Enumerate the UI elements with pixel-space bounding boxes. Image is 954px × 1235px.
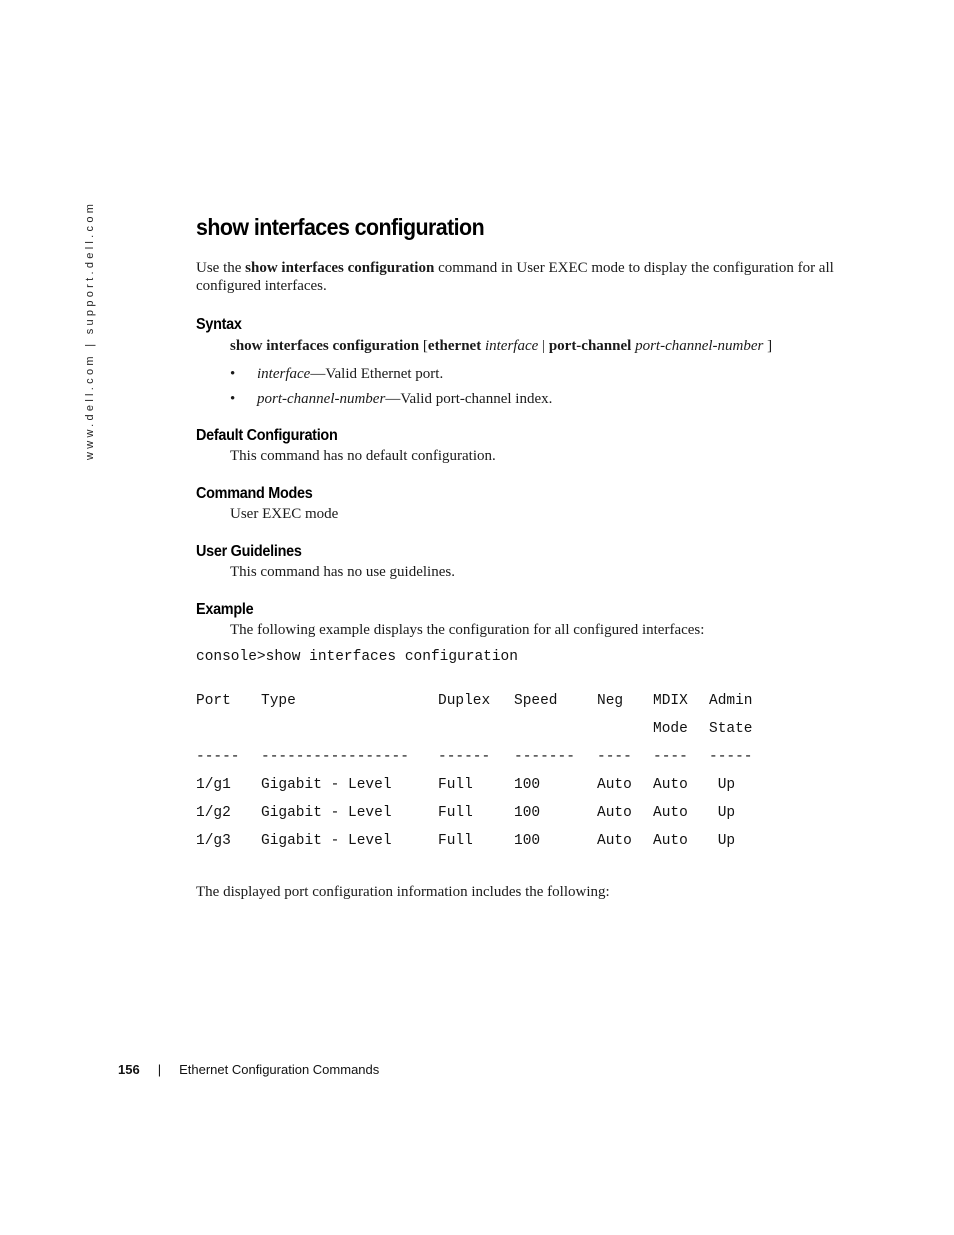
header-duplex: Duplex (438, 693, 491, 709)
table-cell: Gigabit - Level (261, 833, 392, 849)
command-modes-text: User EXEC mode (230, 506, 339, 522)
divider-cell: ---- (597, 749, 632, 765)
divider-cell: ------ (438, 749, 491, 765)
intro-text-2: command in User EXEC mode to display the configuration for all configured interfaces. (196, 260, 834, 294)
table-cell: Gigabit - Level (261, 805, 392, 821)
parameter-description: —Valid Ethernet port. (310, 366, 444, 382)
table-cell: 100 (514, 777, 541, 793)
user-guidelines-section (196, 543, 836, 581)
syntax-command: show interfaces configuration (230, 338, 420, 354)
header-mdix: MDIX (653, 693, 688, 709)
table-divider-row (196, 749, 769, 777)
command-modes-section (196, 485, 836, 523)
default-configuration-text: This command has no default configuration. (230, 448, 496, 464)
divider-cell: ----- (709, 749, 753, 765)
table-cell: Up (709, 833, 736, 849)
intro-command: show interfaces configuration (245, 260, 435, 276)
syntax-heading: Syntax (196, 316, 242, 333)
table-cell: Auto (653, 805, 688, 821)
table-cell: Up (709, 805, 736, 821)
table-header-row (196, 693, 769, 721)
table-cell: 1/g1 (196, 777, 231, 793)
table-cell: Auto (597, 833, 632, 849)
side-url: www.dell.com | support.dell.com (84, 200, 96, 460)
footer-separator: | (157, 1062, 162, 1077)
table-cell: Auto (597, 777, 632, 793)
main-content (196, 214, 836, 901)
header-cell (261, 721, 438, 749)
parameter-term: port-channel-number (257, 391, 386, 407)
parameter-description: —Valid port-channel index. (385, 391, 553, 407)
default-configuration-heading: Default Configuration (196, 427, 338, 444)
example-after-text: The displayed port configuration information includes the following: (196, 884, 610, 900)
table-cell: 100 (514, 833, 541, 849)
divider-cell: ----------------- (261, 749, 409, 765)
parameter-term: interface (257, 366, 311, 382)
table-row (196, 833, 769, 861)
command-modes-heading: Command Modes (196, 485, 313, 502)
syntax-open-bracket: [ (419, 338, 428, 354)
header-cell (438, 721, 514, 749)
header-mode: Mode (653, 721, 688, 737)
header-state: State (709, 721, 753, 737)
example-text: The following example displays the configuration for all configured interfaces: (230, 622, 705, 638)
list-item (230, 365, 836, 383)
syntax-port-channel-arg: port-channel-number (631, 338, 764, 354)
page-number: 156 (118, 1062, 140, 1077)
table-cell: 1/g2 (196, 805, 231, 821)
table-cell: 1/g3 (196, 833, 231, 849)
divider-cell: ---- (653, 749, 688, 765)
bullet-icon: • (230, 366, 236, 382)
table-cell: Full (438, 805, 473, 821)
header-port: Port (196, 693, 231, 709)
syntax-interface-arg: interface (481, 338, 539, 354)
table-row (196, 805, 769, 833)
page-footer (118, 1062, 379, 1077)
bullet-icon: • (230, 391, 236, 407)
table-header-row-2 (196, 721, 769, 749)
user-guidelines-text: This command has no use guidelines. (230, 564, 455, 580)
table-cell: Gigabit - Level (261, 777, 392, 793)
syntax-close-bracket: ] (763, 338, 773, 354)
default-configuration-section (196, 427, 836, 465)
header-cell (514, 721, 597, 749)
header-cell (196, 721, 261, 749)
example-section (196, 601, 836, 901)
syntax-parameter-list (230, 365, 836, 408)
syntax-section (196, 316, 836, 408)
table-cell: Auto (653, 777, 688, 793)
header-admin: Admin (709, 693, 753, 709)
divider-cell: ------- (514, 749, 575, 765)
table-row (196, 777, 769, 805)
intro-paragraph (196, 259, 836, 295)
table-cell: Auto (597, 805, 632, 821)
syntax-line (230, 337, 836, 355)
header-type: Type (261, 693, 296, 709)
syntax-ethernet-keyword: ethernet (427, 338, 482, 354)
header-speed: Speed (514, 693, 558, 709)
page-title: show interfaces configuration (196, 214, 485, 240)
syntax-separator: | (538, 338, 549, 354)
example-command: console>show interfaces configuration (196, 649, 518, 665)
interface-configuration-table (196, 693, 769, 861)
header-neg: Neg (597, 693, 624, 709)
list-item (230, 390, 836, 408)
table-cell: Up (709, 777, 736, 793)
table-cell: 100 (514, 805, 541, 821)
divider-cell: ----- (196, 749, 240, 765)
header-cell (597, 721, 653, 749)
footer-section-title: Ethernet Configuration Commands (179, 1062, 380, 1077)
intro-text-1: Use the (196, 260, 246, 276)
table-cell: Auto (653, 833, 688, 849)
table-cell: Full (438, 833, 473, 849)
syntax-port-channel-keyword: port-channel (548, 338, 632, 354)
table-cell: Full (438, 777, 473, 793)
user-guidelines-heading: User Guidelines (196, 543, 302, 560)
example-heading: Example (196, 601, 254, 618)
